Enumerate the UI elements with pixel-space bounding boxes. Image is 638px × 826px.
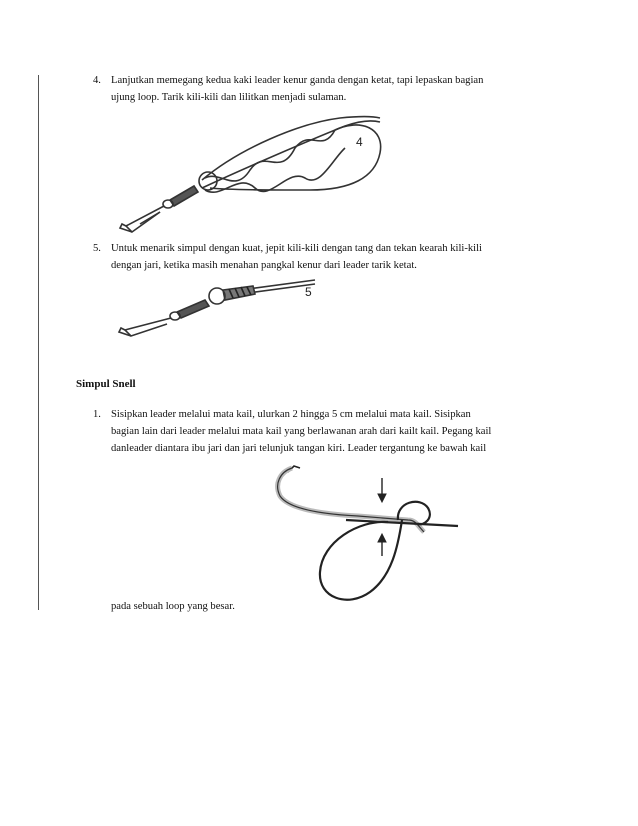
twisted-loop-knot-illustration <box>110 108 400 240</box>
figure-4-label: 4 <box>356 135 363 149</box>
section-heading: Simpul Snell <box>76 378 136 390</box>
left-margin-rule <box>38 75 39 610</box>
figure-5-label: 5 <box>305 285 312 299</box>
hook-and-loop-illustration <box>258 462 478 612</box>
snell-step-line-2: bagian lain dari leader melalui mata kail yang berlawanan arah dari kailt kail. Pegang kail <box>111 426 492 437</box>
snell-step-line-3: danleader diantara ibu jari dan jari telunjuk tangan kiri. Leader tergantung ke bawah kail <box>111 443 487 454</box>
step-number: 4. <box>93 75 101 86</box>
step-number: 1. <box>93 409 101 420</box>
figure-step-5 <box>115 278 325 342</box>
step-4-line-2: ujung loop. Tarik kili-kili dan lilitkan menjadi sulaman. <box>111 92 347 103</box>
step-number: 5. <box>93 243 101 254</box>
step-4-line-1: Lanjutkan memegang kedua kaki leader kenur ganda dengan ketat, tapi lepaskan bagian <box>111 75 484 86</box>
step-5-line-1: Untuk menarik simpul dengan kuat, jepit kili-kili dengan tang dan tekan kearah kili-kili <box>111 243 482 254</box>
snell-step-line-1: Sisipkan leader melalui mata kail, ulurkan 2 hingga 5 cm melalui mata kail. Sisipkan <box>111 409 471 420</box>
figure-snell-hook <box>258 462 478 612</box>
tightened-knot-illustration <box>115 278 325 342</box>
snell-step-closing-line: pada sebuah loop yang besar. <box>111 601 235 612</box>
figure-step-4 <box>110 108 400 240</box>
step-5-line-2: dengan jari, ketika masih menahan pangkal kenur dari leader tarik ketat. <box>111 260 417 271</box>
